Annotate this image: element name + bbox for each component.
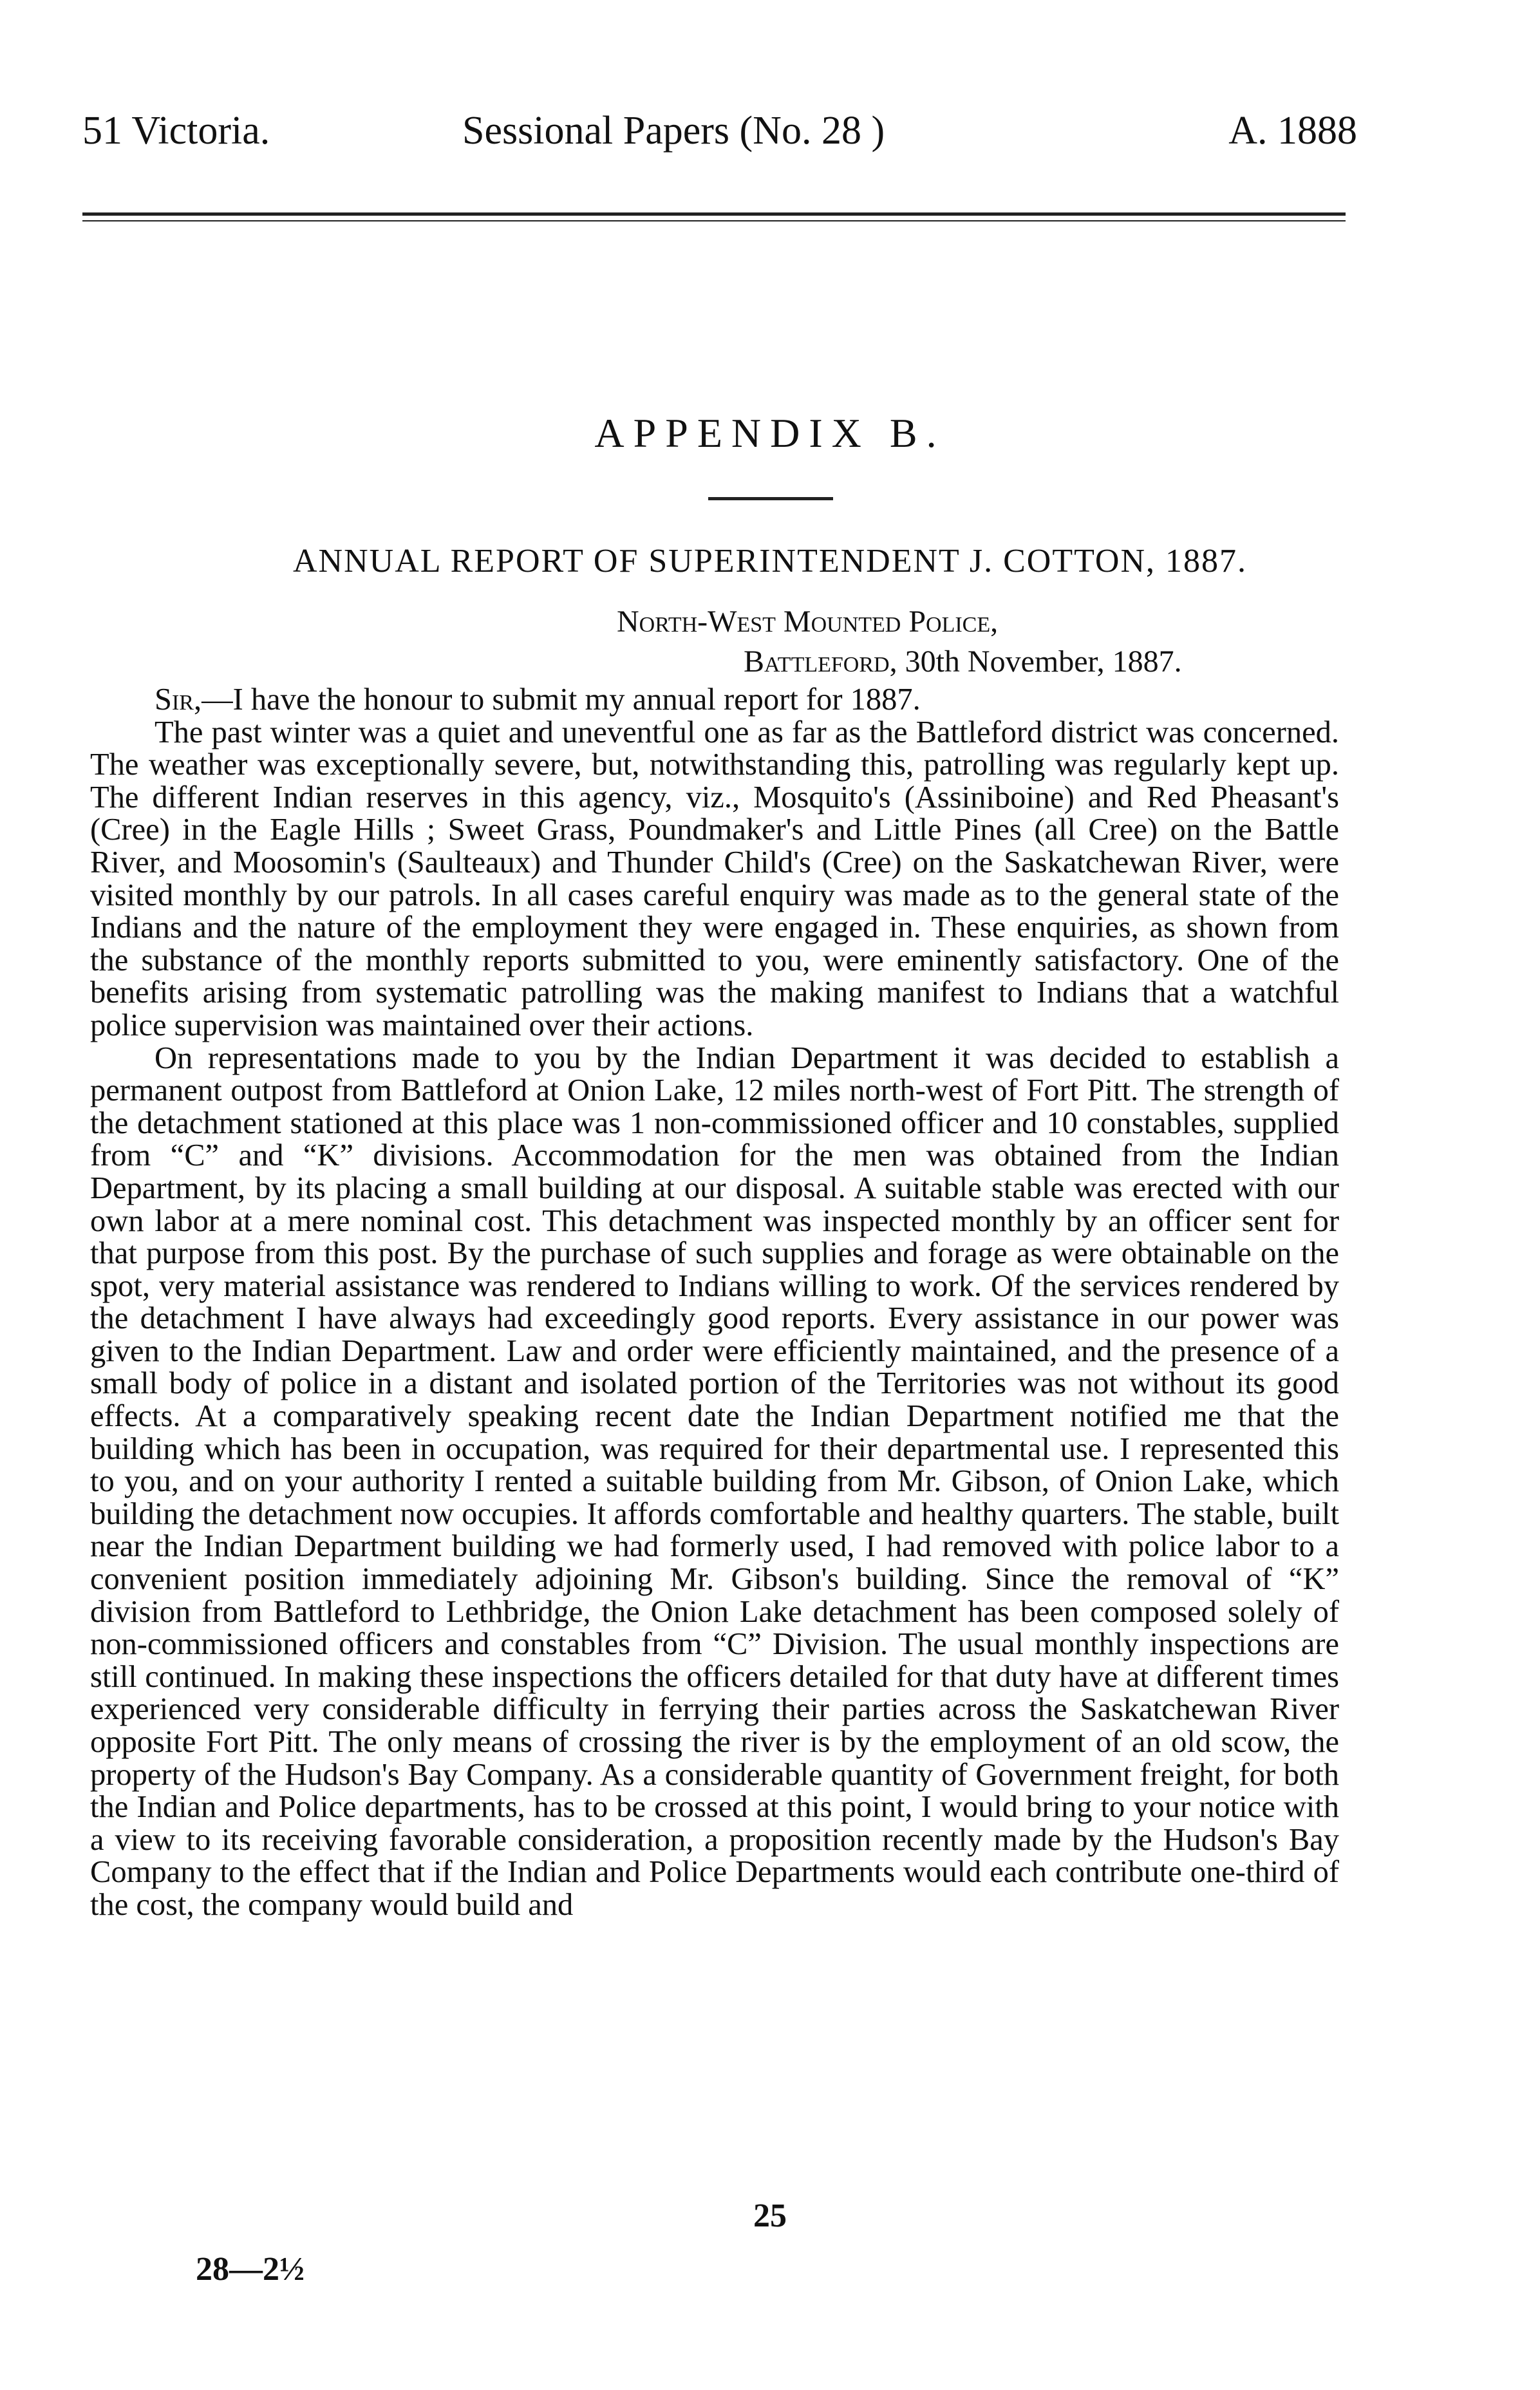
report-body <box>90 684 1339 1922</box>
salutation: Sir, <box>155 682 202 717</box>
paragraph-onion-lake: On representations made to you by the Indian Department it was decided to establish a permanent outpost from Battleford at Onion Lake, 12 miles north-west of Fort Pitt. The strength of the detachment stationed at this place was 1 non-commissioned officer and 10 constables, supplied from “C” and “K” divisions. Accommodation for the men was obtained from the Indian Department, by its placing a small building at our disposal. A suitable stable was erected with our own labor at a mere nominal cost. This detachment was inspected monthly by an officer sent for that purpose from this post. By the purchase of such supplies and forage as were obtainable on the spot, very material assistance was rendered to Indians willing to work. Of the services rendered by the detachment I have always had exceedingly good reports. Every assistance in our power was given to the Indian Department. Law and order were efficiently maintained, and the presence of a small body of police in a distant and isolated portion of the Territories was not without its good effects. At a comparatively speaking recent date the Indian Department notified me that the building which has been in occupation, was required for their departmental use. I represented this to you, and on your authority I rented a suitable building from Mr. Gibson, of Onion Lake, which building the detachment now occupies. It affords comfortable and healthy quarters. The stable, built near the Indian Department building we had formerly used, I had removed with police labor to a convenient position immediately adjoining Mr. Gibson's building. Since the removal of “K” division from Battleford to Lethbridge, the Onion Lake detachment has been composed solely of non-commissioned officers and constables from “C” Division. The usual monthly inspections are still continued. In making these inspections the officers detailed for that duty have at different times experienced very considerable difficulty in ferrying their parties across the Saskatchewan River opposite Fort Pitt. The only means of crossing the river is by the employment of an old scow, the property of the Hudson's Bay Company. As a considerable quantity of Government freight, for both the Indian and Police departments, has to be crossed at this point, I would bring to your notice with a view to its receiving favorable consideration, a proposition recently made by the Hudson's Bay Company to the effect that if the Indian and Police Departments would each contribute one-third of the cost, the company would build and <box>90 1040 1339 1922</box>
paragraph-patrols: The past winter was a quiet and uneventful one as far as the Battleford district was concerned. The weather was exceptionally severe, but, notwithstanding this, patrolling was regularly kept up. The different Indian reserves in this agency, viz., Mosquito's (Assiniboine) and Red Pheasant's (Cree) in the Eagle Hills ; Sweet Grass, Poundmaker's and Little Pines (all Cree) on the Battle River, and Moosomin's (Saulteaux) and Thunder Child's (Cree) on the Saskatchewan River, were visited monthly by our patrols. In all cases careful enquiry was made as to the general state of the Indians and the nature of the employment they were engaged in. These enquiries, as shown from the substance of the monthly reports submitted to you, were eminently satisfactory. One of the benefits arising from systematic patrolling was the making manifest to Indians that a watchful police supervision was maintained over their actions. <box>90 715 1339 1042</box>
report-title: ANNUAL REPORT OF SUPERINTENDENT J. COTTON, 1887. <box>292 543 1248 579</box>
paragraph-salutation <box>90 684 1339 717</box>
running-head-papers: Sessional Papers (No. 28 ) <box>462 109 885 153</box>
running-head-year: A. 1888 <box>1228 109 1357 153</box>
running-head <box>82 108 1357 166</box>
salutation-text: —I have the honour to submit my annual report for 1887. <box>202 682 921 717</box>
letterhead-date: 30th November, 1887. <box>897 645 1182 679</box>
letterhead-place-date <box>744 644 1182 679</box>
title-divider <box>708 497 833 500</box>
appendix-title: APPENDIX B. <box>594 410 946 456</box>
running-head-session: 51 Victoria. <box>82 109 270 153</box>
header-double-rule <box>82 212 1346 221</box>
letterhead-organization: North-West Mounted Police, <box>617 605 999 639</box>
page-number: 25 <box>753 2197 787 2234</box>
letterhead-place: Battleford, <box>744 645 897 679</box>
signature-mark: 28—2½ <box>196 2251 305 2288</box>
